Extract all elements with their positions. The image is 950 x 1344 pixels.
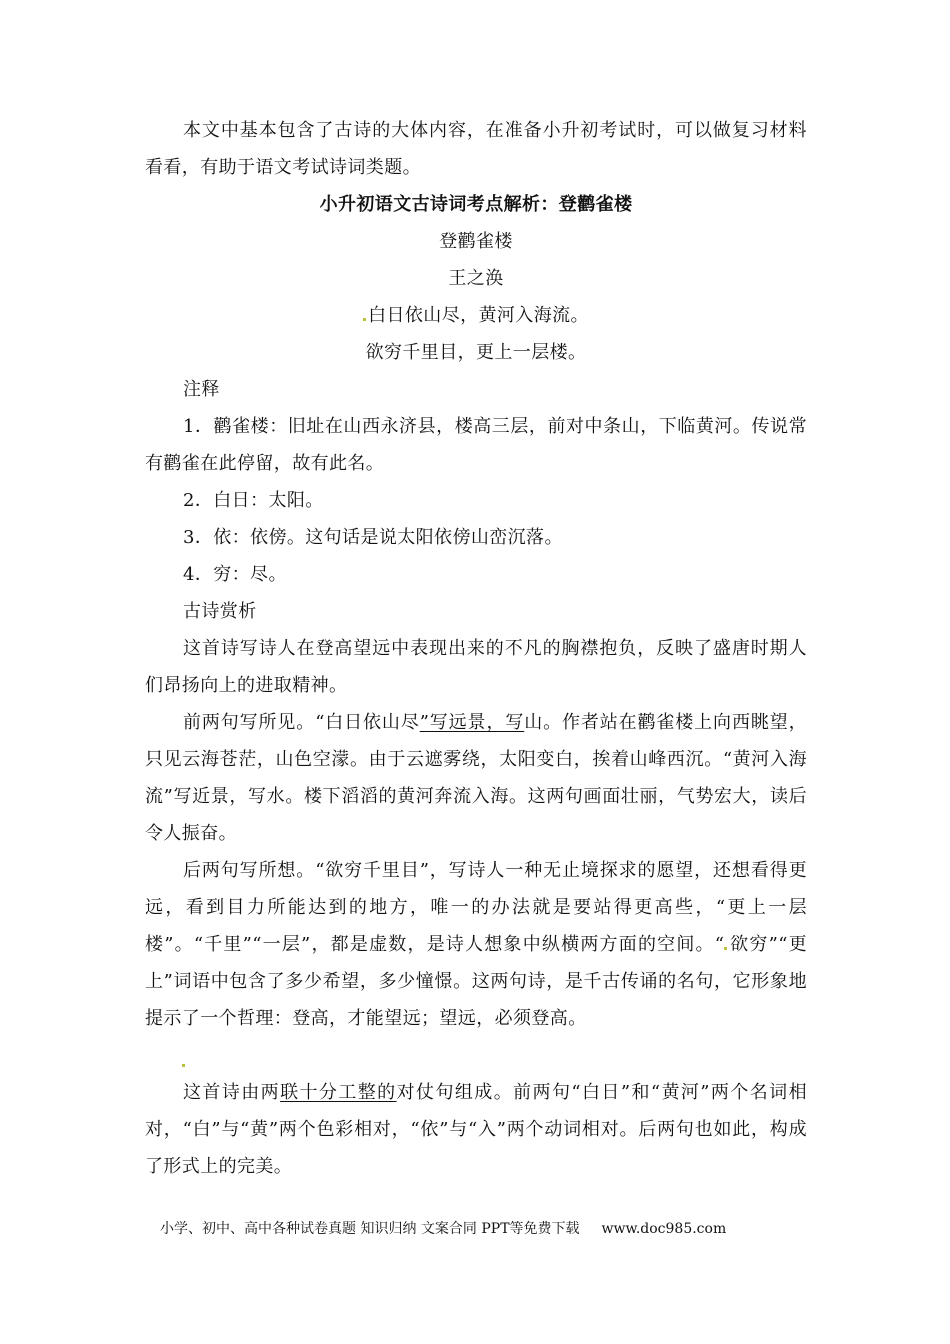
appreciation-paragraph-3: [145, 852, 807, 1037]
marker-dot-icon: [363, 318, 366, 321]
notes-heading: 注释: [183, 379, 220, 400]
article-headline: 小升初语文古诗词考点解析：登鹳雀楼: [319, 194, 633, 215]
paragraph-text: 这首诗由两: [183, 1082, 281, 1103]
poem-author: 王之涣: [448, 268, 504, 289]
marker-dot-icon: [182, 1064, 185, 1067]
footer-url-link[interactable]: www.doc985.com: [601, 1221, 727, 1237]
paragraph-text: 山。作者站在鹳雀楼上向西眺望，只见云海苍茫，山色空濛。由于云遮雾绕，太阳变白，挨着山峰西沉。“黄河入海流”写近景，写水。楼下滔滔的黄河奔流入海。这两句画面壮丽，气势宏大，读后令人振奋。: [145, 712, 807, 844]
appreciation-paragraph-2: [145, 704, 807, 852]
paragraph-text: 对仗句组成。前两句“白日”和“黄河”两个名词相对，“白”与“黄”两个色彩相对，“依”与“入”两个动词相对。后两句也如此，构成了形式上的完美。: [145, 1082, 808, 1177]
poem-line-1-text: 白日依山尽，黄河入海流。: [368, 305, 589, 326]
footer-text: 小学、初中、高中各种试卷真题 知识归纳 文案合同 PPT等免费下载: [160, 1221, 580, 1237]
appreciation-paragraph-1: 这首诗写诗人在登高望远中表现出来的不凡的胸襟抱负，反映了盛唐时期人们昂扬向上的进取精神。: [145, 638, 807, 696]
note-item: 2．白日：太阳。: [183, 490, 324, 511]
page-footer: [160, 1218, 800, 1240]
paragraph-text: 前两句写所见。“白日依山尽: [183, 712, 420, 733]
note-item: 1．鹳雀楼：旧址在山西永济县，楼高三层，前对中条山，下临黄河。传说常有鹳雀在此停留，故有此名。: [145, 416, 807, 474]
appreciation-heading: 古诗赏析: [183, 601, 257, 622]
note-item: 3．依：依傍。这句话是说太阳依傍山峦沉落。: [183, 527, 563, 548]
appreciation-paragraph-4: [145, 1074, 807, 1185]
document-body: [145, 112, 807, 1185]
paragraph-text: 后两句写所想。“欲穷千里目”，写诗人一种无止境探求的愿望，还想看得更远，看到目力所能达到的地方，唯一的办法就是要站得更高些，“更上一层楼”。“千里”“一层”，都是虚数，是诗人想象中纵横两方面的空间。“: [145, 860, 807, 955]
marker-dot-icon: [724, 947, 727, 950]
poem-title: 登鹳雀楼: [439, 231, 513, 252]
underlined-text: ”写远景，写: [419, 712, 525, 733]
intro-paragraph: 本文中基本包含了古诗的大体内容，在准备小升初考试时，可以做复习材料看看，有助于语文考试诗词类题。: [145, 120, 807, 178]
poem-line-1: [145, 297, 807, 334]
note-item: 4．穷：尽。: [183, 564, 287, 585]
paragraph-text: 欲穷”“更上”词语中包含了多少希望，多少憧憬。这两句诗，是千古传诵的名句，它形象地提示了一个哲理：登高，才能望远；望远，必须登高。: [145, 934, 807, 1029]
underlined-text: 联十分工整的: [280, 1082, 397, 1103]
poem-line-2: 欲穷千里目，更上一层楼。: [365, 342, 587, 363]
blank-line: [145, 1037, 807, 1074]
